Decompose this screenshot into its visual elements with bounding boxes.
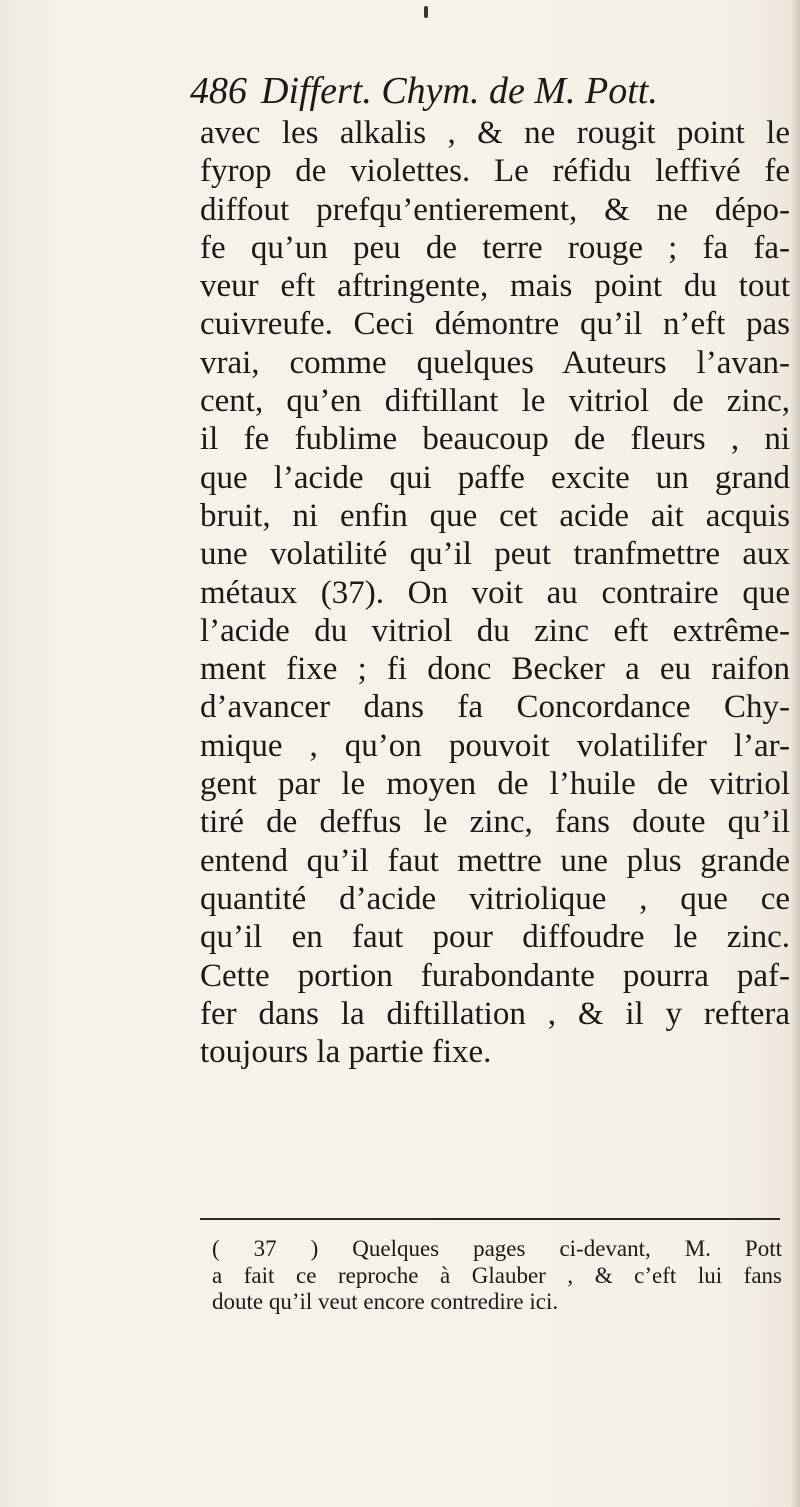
- footnote: [212, 1236, 782, 1316]
- text-line: fe qu’un peu de terre rouge ; fa fa-: [200, 229, 790, 266]
- text-line: quantité d’acide vitriolique , que ce: [200, 880, 790, 917]
- text-line: métaux (37). On voit au contraire que: [200, 574, 790, 611]
- text-line: mique , qu’on pouvoit volatilifer l’ar-: [200, 727, 790, 764]
- text-line: entend qu’il faut mettre une plus grande: [200, 842, 790, 879]
- text-line: l’acide du vitriol du zinc eft extrême-: [200, 612, 790, 649]
- text-line: que l’acide qui paffe excite un grand: [200, 459, 790, 496]
- text-line: cuivreufe. Ceci démontre qu’il n’eft pas: [200, 306, 790, 343]
- text-line: bruit, ni enfin que cet acide ait acquis: [200, 497, 790, 534]
- running-header: [190, 68, 780, 114]
- text-line: toujours la partie fixe.: [200, 1034, 492, 1071]
- text-line: diffout prefqu’entierement, & ne dépo-: [200, 191, 790, 228]
- footnote-line: ( 37 ) Quelques pages ci-devant, M. Pott: [212, 1236, 782, 1261]
- footnote-separator-rule: [200, 1218, 780, 1220]
- text-line: fyrop de violettes. Le réfidu leffivé fe: [200, 153, 790, 190]
- page-number: 486: [190, 70, 247, 112]
- footnote-line: a fait ce reproche à Glauber , & c’eft lui fans: [212, 1262, 782, 1288]
- text-line: une volatilité qu’il peut tranfmettre aux: [200, 536, 790, 573]
- ink-speck: [424, 6, 428, 18]
- page-edge-shadow: [790, 0, 800, 1507]
- text-line: d’avancer dans fa Concordance Chy-: [200, 689, 790, 726]
- text-line: avec les alkalis , & ne rougit point le: [200, 115, 790, 151]
- text-line: gent par le moyen de l’huile de vitriol: [200, 766, 790, 803]
- text-line: veur eft aftringente, mais point du tout: [200, 268, 790, 305]
- footnote-line: doute qu’il veut encore contredire ici.: [212, 1289, 559, 1314]
- text-line: il fe fublime beaucoup de fleurs , ni: [200, 421, 790, 458]
- text-line: fer dans la diftillation , & il y reftera: [200, 995, 790, 1032]
- text-line: ment fixe ; fi donc Becker a eu raifon: [200, 651, 790, 688]
- text-line: cent, qu’en diftillant le vitriol de zinc,: [200, 383, 790, 420]
- text-line: vrai, comme quelques Auteurs l’avan-: [200, 344, 790, 381]
- body-paragraph: [200, 114, 790, 1071]
- text-line: Cette portion furabondante pourra paf-: [200, 957, 790, 994]
- running-title: Differt. Chym. de M. Pott.: [261, 70, 658, 112]
- text-line: qu’il en faut pour diffoudre le zinc.: [200, 919, 790, 956]
- text-line: tiré de deffus le zinc, fans doute qu’il: [200, 804, 790, 841]
